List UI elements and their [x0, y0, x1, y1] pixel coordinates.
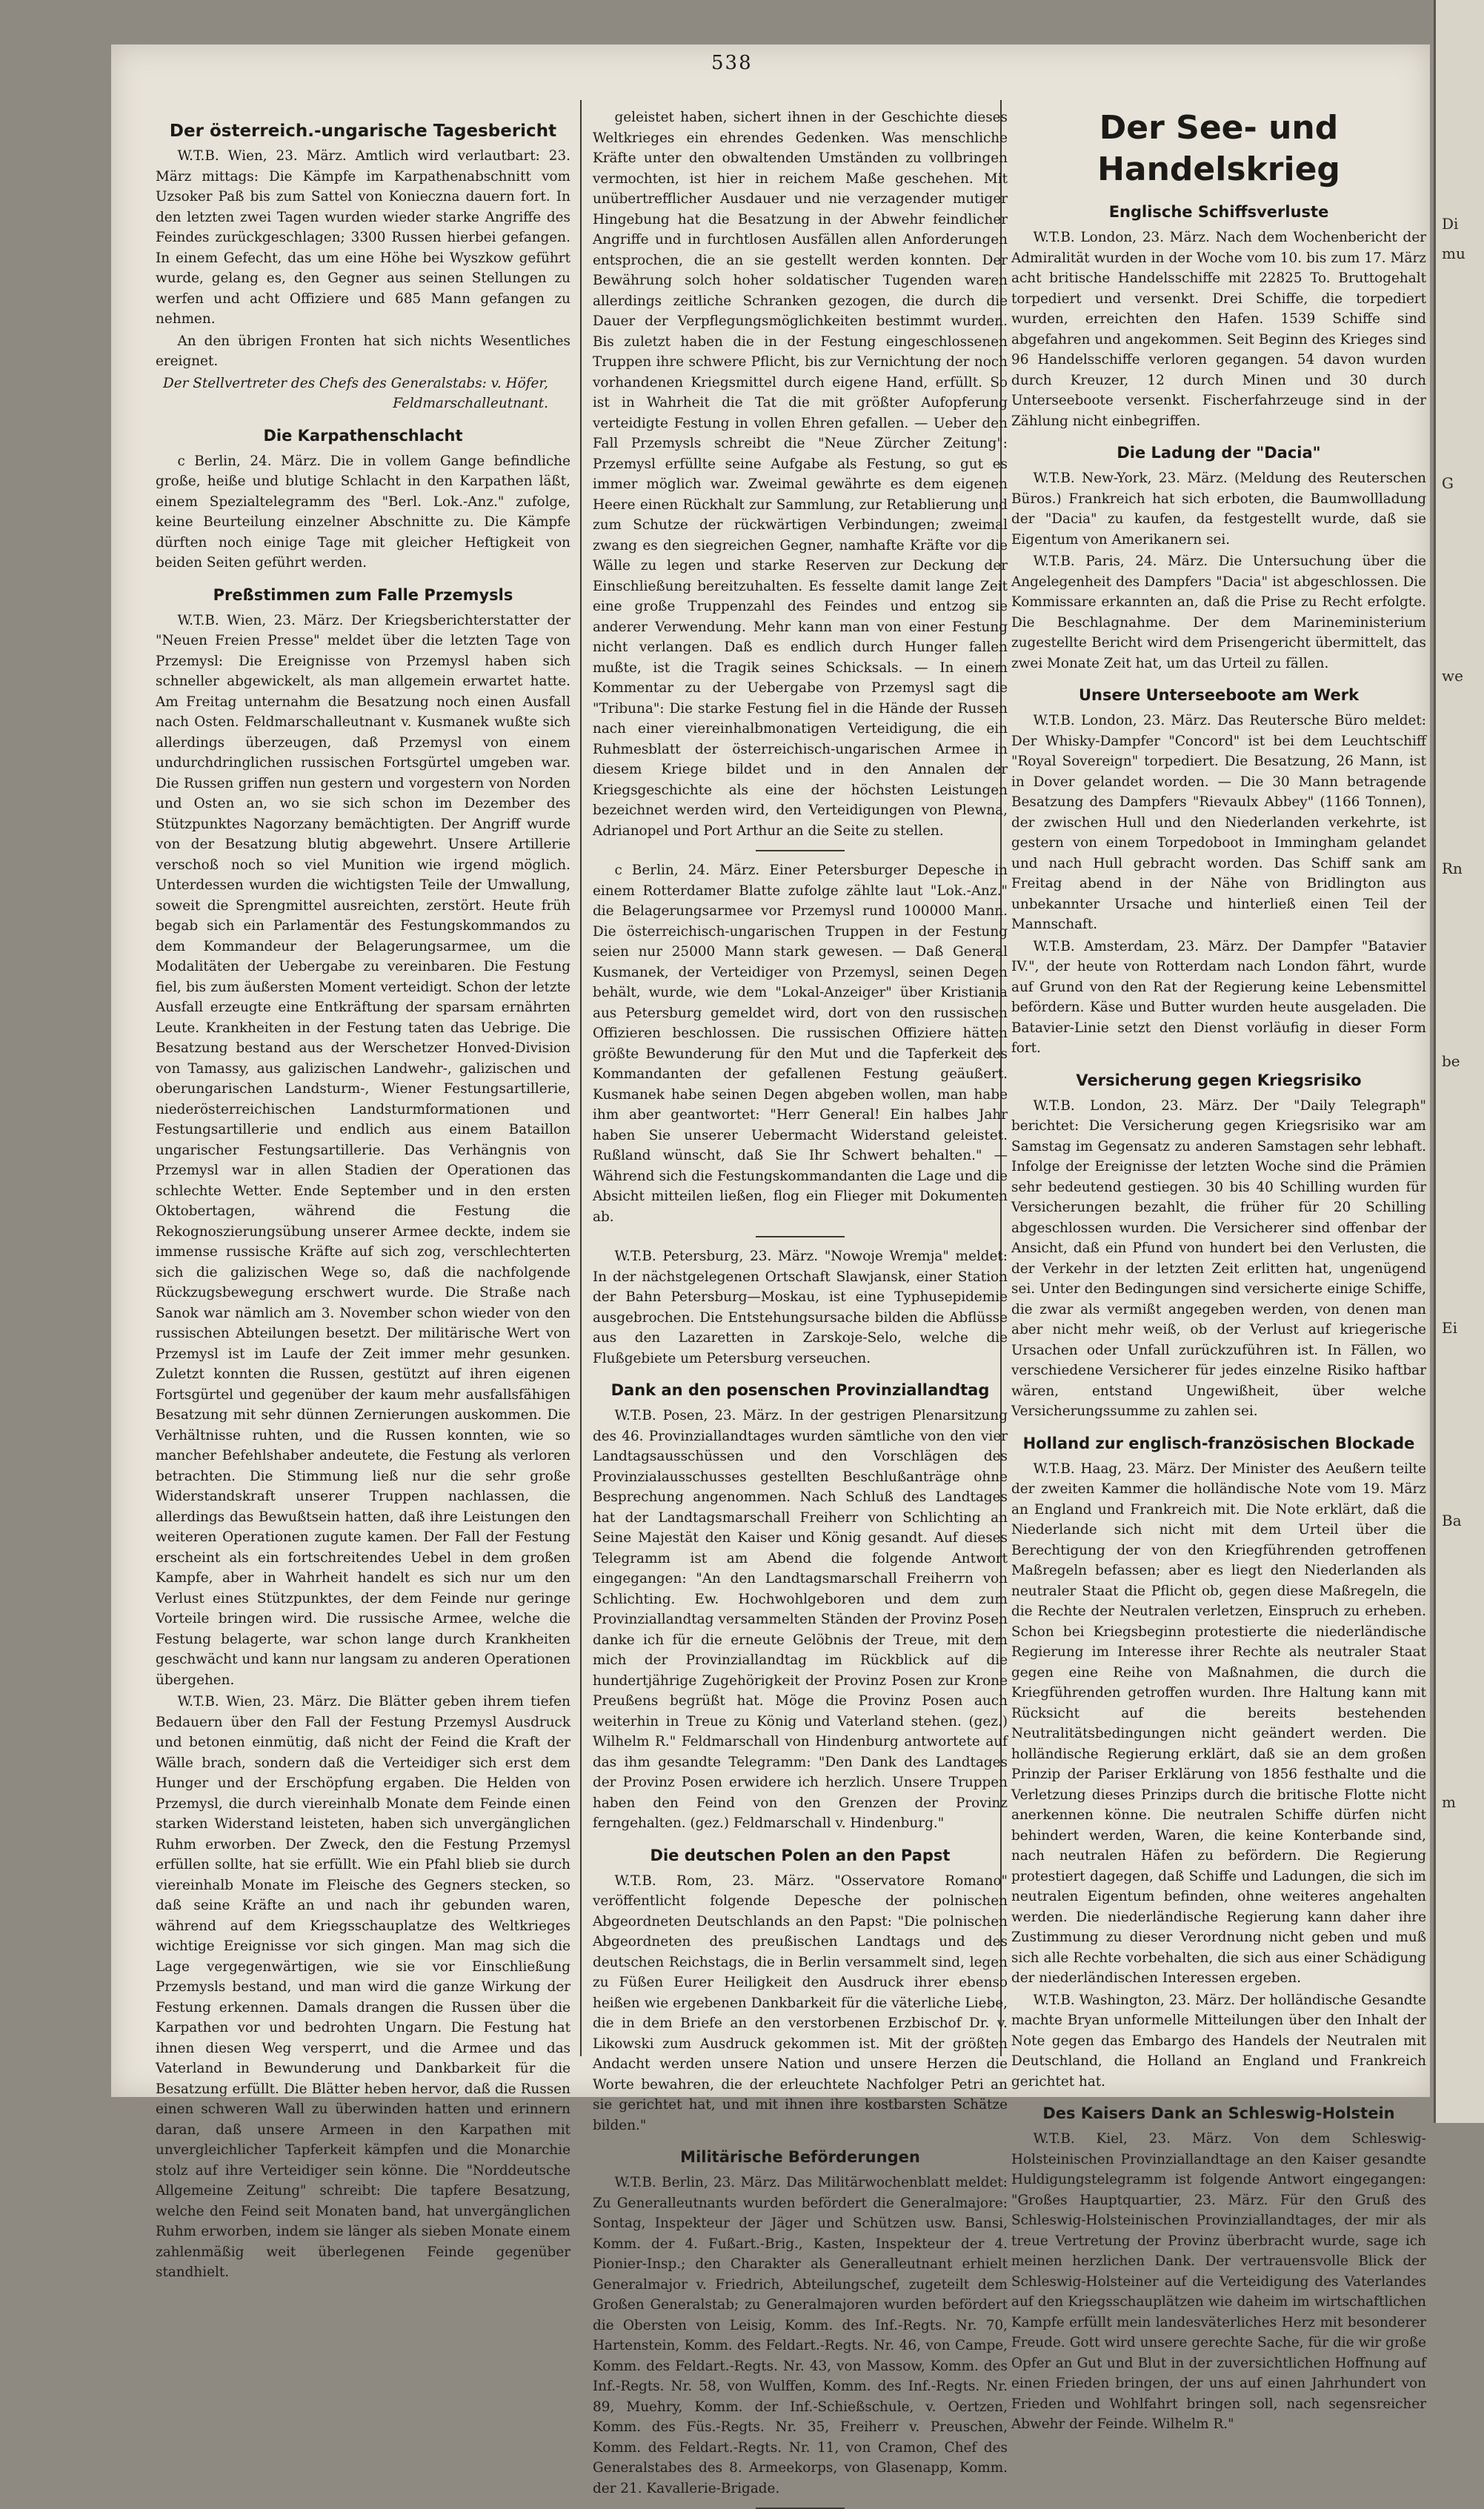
article-headline: Militärische Beförderungen	[680, 2148, 920, 2166]
article-headline: Der österreich.-ungarische Tagesbericht	[169, 122, 557, 141]
adjacent-page-edge	[1434, 0, 1484, 2123]
article-paragraph: c Berlin, 24. März. Die in vollem Gange befindliche große, heiße und blutige Schlacht in den Karpathen läßt, einem Spezialtelegramm des "Berl. Lok.-Anz." zufolge, keine Beurteilung einzelner Abschnitte zu. Die Kämpfe dürften noch einige Tage mit gleicher Heftigkeit von beiden Seiten geführt werden.	[156, 453, 570, 571]
article-paragraph: W.T.B. Berlin, 23. März. Das Militärwochenblatt meldet: Zu Generalleutnants wurden befördert die Generalmajore: Sontag, Inspekteur der Jäger und Schützen usw. Bansi, Komm. der 4. Fußart.-Brig., Kasten, Inspekteur der 4. Pionier-Insp.; den Charakter als Generalleutnant erhielt Generalmajor v. Friedrich, Abteilungschef, zugeteilt dem Großen Generalstab; zu Generalmajoren wurden befördert die Obersten von Leisig, Komm. des Inf.-Regts. Nr. 70, Hartenstein, Komm. des Feldart.-Regts. Nr. 46, von Campe, Komm. des Feldart.-Regts. Nr. 43, von Massow, Komm. des Inf.-Regts. Nr. 58, von Wulffen, Komm. des Inf.-Regts. Nr. 89, Muehry, Komm. der Inf.-Schießschule, v. Oertzen, Komm. des Füs.-Regts. Nr. 35, Freiherr v. Preuschen, Komm. des Feldart.-Regts. Nr. 11, von Cramon, Chef des Generalstabes des 8. Armeekorps, von Glasenapp, Komm. der 21. Kavallerie-Brigade.	[593, 2175, 1008, 2496]
article-paragraph: W.T.B. Amsterdam, 23. März. Der Dampfer "Batavier IV.", der heute von Rotterdam nach London fährt, wurde auf Grund von den Rat der Regierung keine Lebensmittel befördern. Käse und Butter wurden heute ausgeladen. Die Batavier-Linie setzt den Dienst vorläufig in dieser Form fort.	[1011, 938, 1426, 1056]
article-headline: Unsere Unterseeboote am Werk	[1078, 686, 1360, 704]
article-headline: Die deutschen Polen an den Papst	[650, 1846, 951, 1864]
article-headline: Holland zur englisch-französischen Blockade	[1022, 1434, 1415, 1452]
article-paragraph: W.T.B. London, 23. März. Das Reutersche Büro meldet: Der Whisky-Dampfer "Concord" ist bei dem Leuchtschiff "Royal Sovereign" torpediert. Die Besatzung, 26 Mann, ist in Dover gelandet worden. — Die 30 Mann betragende Besatzung des Dampfers "Rievaulx Abbey" (1166 Tonnen), der zwischen Hull und den Niederlanden verkehrte, ist gestern von einem Torpedoboot in Immingham gelandet und nach Hull gebracht worden. Das Schiff sank am Freitag abend in der Nähe von Bridlington aus unbekannter Ursache und hinterließ einen Teil der Mannschaft.	[1011, 713, 1426, 932]
article-separator	[756, 850, 845, 851]
article-paragraph: W.T.B. London, 23. März. Der "Daily Telegraph" berichtet: Die Versicherung gegen Kriegsrisiko war am Samstag im Gegensatz zu anderen Samstagen sehr lebhaft. Infolge der Ereignisse der letzten Woche sind die Prämien sehr bedeutend gestiegen. 30 bis 40 Schilling wurden für Versicherungen bezahlt, die früher für 20 Schilling abgeschlossen wurden. Die Versicherer sind offenbar der Ansicht, daß ein Pfund von hundert bei den Verlusten, die der Verkehr in der letzten Zeit erlitten hat, ungenügend sei. Unter den Bedingungen sind versicherte einige Schiffe, die zwar als vermißt angegeben werden, von denen man aber nicht mehr weiß, ob der Verlust auf kriegerische Ursachen oder Unfall zurückzuführen ist. In Fällen, wo verschiedene Versicherer für jedes einzelne Risiko haftbar wären, entstand Ungewißheit, über welche Versicherungssumme zu zahlen sei.	[1011, 1097, 1426, 1419]
article-paragraph: An den übrigen Fronten hat sich nichts Wesentliches ereignet.	[156, 333, 570, 369]
article-paragraph: W.T.B. Kiel, 23. März. Von dem Schleswig-Holsteinischen Provinziallandtage an den Kaiser gesandte Huldigungstelegramm ist folgende Antwort eingegangen: "Großes Hauptquartier, 23. März. Für den Gruß des Schleswig-Holsteinischen Provinziallandtages, der mir als treue Vertretung der Provinz überbracht wurde, sage ich meinen herzlichen Dank. Der vertrauensvolle Blick der Schleswig-Holsteiner auf die Verteidigung des Vaterlandes auf den Kriegsschauplätzen wie daheim im wirtschaftlichen Kampfe erfüllt mein landesväterliches Herz mit besonderer Freude. Gott wird unsere gerechte Sache, für die wir große Opfer an Gut und Blut in der zuversichtlichen Hoffnung auf einen Frieden bringen, der uns auf einen Jahrhundert von Frieden und Wohlfahrt bringen soll, nach segensreicher Abwehr der Feinde. Wilhelm R."	[1011, 2131, 1426, 2432]
margin-fragment: be	[1442, 1052, 1460, 1070]
article-headline: Die Ladung der "Dacia"	[1117, 444, 1321, 462]
margin-fragment: we	[1442, 667, 1463, 685]
signature: Der Stellvertreter des Chefs des Generalstabs: v. Höfer, Feldmarschalleutnant.	[162, 375, 548, 411]
column-middle	[593, 107, 1008, 2496]
margin-fragment: Di	[1442, 215, 1459, 233]
article-headline: Versicherung gegen Kriegsrisiko	[1076, 1071, 1362, 1089]
article-paragraph: W.T.B. Haag, 23. März. Der Minister des Aeußern teilte der zweiten Kammer die holländische Note vom 19. März an England und Frankreich mit. Die Note erklärt, daß die Niederlande sich nicht mit dem Urteil über die Berechtigung der von den Kriegführenden getroffenen Maßregeln befassen; aber es liegt den Niederlanden als neutraler Staat die Pflicht ob, gegen diese Maßregeln, die die Rechte der Neutralen verletzen, Einspruch zu erheben. Schon bei Kriegsbeginn protestierte die niederländische Regierung im Interesse ihrer Rechte als neutraler Staat gegen eine Reihe von Maßnahmen, die durch die Kriegführenden getroffen wurden. Ihre Haltung kann mit Rücksicht auf die bereits bestehenden Neutralitätsbedingungen nicht geändert werden. Die holländische Regierung erklärt, daß sie an dem großen Prinzip der Pariser Erklärung von 1856 festhalte und die Verletzung dieses Prinzips durch die britische Flotte nicht anerkennen könne. Die neutralen Schiffe dürfen nicht behindert werden, Waren, die keine Konterbande sind, nach neutralen Häfen zu befördern. Die Regierung protestiert dagegen, daß Schiffe und Ladungen, die sich im neutralen Eigentum befinden, ohne weiteres angehalten werden. Die niederländische Regierung kann daher ihre Zustimmung zu dieser Verordnung nicht geben und muß sich alle Rechte vorbehalten, die sich aus einer Schädigung der niederländischen Interessen ergeben.	[1011, 1460, 1426, 1986]
article-paragraph: W.T.B. Rom, 23. März. "Osservatore Romano" veröffentlicht folgende Depesche der polnischen Abgeordneten Deutschlands an den Papst: "Die polnischen Abgeordneten des preußischen Landtags und des deutschen Reichstags, die in Berlin versammelt sind, legen zu Füßen Eurer Heiligkeit den Ausdruck ihrer ebenso heißen wie ergebenen Dankbarkeit für die väterliche Liebe, die in dem Briefe an den verstorbenen Erzbischof Dr. v. Likowski zum Ausdruck gekommen ist. Mit der größten Andacht werden unsere Nation und unsere Herzen die Worte bewahren, die der erleuchtete Nachfolger Petri an sie gerichtet hat, und mit ihnen ihre kostbarsten Schätze bilden."	[593, 1872, 1008, 2133]
article-paragraph: geleistet haben, sichert ihnen in der Geschichte dieses Weltkrieges ein ehrendes Gedenken. Was menschliche Kräfte unter den obwaltenden Umständen zu vollbringen vermochten, ist hier in reichem Maße geschehen. Mit unübertrefflicher Ausdauer und nie verzagender mutiger Hingebung hat die Besatzung in der Abwehr feindlicher Angriffe und in furchtlosen Ausfällen allen Anforderungen entsprochen, die an sie gestellt werden konnten. Der Bewährung solch hoher soldatischer Tugenden waren allerdings zeitliche Schranken gezogen, die durch die Dauer der Verpflegungsmöglichkeiten bestimmt wurden. Bis zuletzt haben die in der Festung eingeschlossenen Truppen ihre schwere Pflicht, bis zur Vernichtung der noch vorhandenen Kriegsmittel durch eigene Hand, erfüllt. So ist in Wahrheit die Tat die mit größter Aufopferung verteidigte Festung in vollen Ehren gefallen. — Ueber den Fall Przemysls schreibt die "Neue Zürcher Zeitung": Przemysl erfüllte seine Aufgabe als Festung, so gut es immer möglich war. Zweimal gewährte es dem eigenen Heere einen Rückhalt zur Sammlung, zur Retablierung und zum Schutze der rückwärtigen Verbindungen; zweimal zwang es den siegreichen Gegner, namhafte Kräfte vor die Wälle zu legen und starke Reserven zur Deckung der Einschließung bereitzuhalten. Es fesselte damit lange Zeit eine große Truppenzahl des Feindes und entzog sie anderer Verwendung. Mehr kann man von einer Festung nicht verlangen. Daß es endlich durch Hunger fallen mußte, ist die Tragik seines Schicksals. — In einem Kommentar zu der Uebergabe von Przemysl sagt die "Tribuna": Die starke Festung fiel in die Hände der Russen nach einer viereinhalbmonatigen Verteidigung, die ein Ruhmesblatt der österreichisch-ungarischen Armee in diesem Kriege bildet und in den Annalen der Kriegsgeschichte als eine der höchsten Leistungen bezeichnet werden wird, den Verteidigungen von Plewna, Adrianopel und Port Arthur an die Seite zu stellen.	[593, 110, 1008, 839]
article-headline: Des Kaisers Dank an Schleswig-Holstein	[1042, 2104, 1395, 2122]
article-paragraph: W.T.B. Wien, 23. März. Die Blätter geben ihrem tiefen Bedauern über den Fall der Festung Przemysl Ausdruck und betonen einmütig, daß nicht der Feind die Kraft der Wälle brach, sondern daß die Verteidiger sich erst dem Hunger und der Erschöpfung ergaben. Die Helden von Przemysl, die durch viereinhalb Monate dem Feinde einen starken Widerstand leisteten, haben sich unvergänglichen Ruhm erworben. Der Zweck, den die Festung Przemysl erfüllen sollte, hat sie erfüllt. Wie ein Pfahl blieb sie durch viereinhalb Monate im Fleische des Gegners stecken, so daß seine Kräfte an und nach ihr gebunden waren, während auf dem Kriegsschauplatze des Weltkrieges wichtige Ereignisse vor sich gingen. Man mag sich die Lage vergegenwärtigen, wie sie vor Einschließung Przemysls bestand, und man wird die ganze Wirkung der Festung erkennen. Damals drangen die Russen über die Karpathen vor und bedrohten Ungarn. Die Festung hat ihnen diesen Weg versperrt, und die Armee und das Vaterland in Bewunderung und Dankbarkeit für die Besatzung erfüllt. Die Blätter heben hervor, daß die Russen einen schweren Wall zu überwinden hatten und erinnern daran, daß unsere Armeen in den Karpathen mit unvergleichlicher Tapferkeit kämpfen und die Monarchie stolz auf ihre Verteidiger sein könne. Die "Norddeutsche Allgemeine Zeitung" schreibt: Die tapfere Besatzung, welche den Feind seit Monaten band, hat unvergänglichen Ruhm erworben, indem sie länger als sieben Monate einem zahlenmäßig weit überlegenen Feinde gegenüber standhielt.	[156, 1694, 570, 2280]
article-paragraph: W.T.B. London, 23. März. Nach dem Wochenbericht der Admiralität wurden in der Woche vom 10. bis zum 17. März acht britische Handelsschiffe mit 22825 To. Bruttogehalt torpediert und versenkt. Drei Schiffe, die torpediert wurden, erreichten den Hafen. 1539 Schiffe sind abgefahren und angekommen. Seit Beginn des Krieges sind 96 Handelsschiffe verloren gegangen. 54 davon wurden durch Kreuzer, 12 durch Minen und 30 durch Unterseeboote versenkt. Fischerfahrzeuge sind in der Zählung nicht einbegriffen.	[1011, 230, 1426, 429]
section-headline: Der See- und Handelskrieg	[1097, 109, 1340, 188]
article-paragraph: W.T.B. Washington, 23. März. Der holländische Gesandte machte Bryan unformelle Mitteilungen über den Inhalt der Note gegen das Embargo des Handels der Neutralen mit Deutschland, die Holland an England und Frankreich gerichtet hat.	[1011, 1992, 1426, 2090]
article-paragraph: W.T.B. New-York, 23. März. (Meldung des Reuterschen Büros.) Frankreich hat sich erboten, die Baumwollladung der "Dacia" zu kaufen, da festgestellt wurde, daß sie Eigentum von Amerikanern sei.	[1011, 471, 1426, 548]
page-number: 538	[711, 52, 753, 74]
margin-fragment: G	[1442, 474, 1454, 492]
article-paragraph: c Berlin, 24. März. Einer Petersburger Depesche in einem Rotterdamer Blatte zufolge zählte laut "Lok.-Anz." die Belagerungsarmee vor Przemysl rund 100000 Mann. Die österreichisch-ungarischen Truppen in der Festung seien nur 25000 Mann stark gewesen. — Daß General Kusmanek, der Verteidiger von Przemysl, seinen Degen behält, wurde, wie dem "Lokal-Anzeiger" über Kristiania aus Petersburg gemeldet wird, dort von den russischen Offizieren beschlossen. Die russischen Offiziere hätten größte Bewunderung für den Mut und die Tapferkeit des Kommandanten der gefallenen Festung geäußert. Kusmanek habe seinen Degen abgeben wollen, man habe ihm aber geantwortet: "Herr General! Ein halbes Jahr haben Sie unserer Uebermacht Widerstand geleistet. Rußland wünscht, daß Sie Ihr Schwert behalten." — Während sich die Festungskommandanten die Lage und die Absicht mitteilen ließen, flog ein Flieger mit Dokumenten ab.	[593, 863, 1008, 1225]
article-paragraph: W.T.B. Wien, 23. März. Amtlich wird verlautbart: 23. März mittags: Die Kämpfe im Karpathenabschnitt vom Uzsoker Paß bis zum Sattel von Konieczna dauern fort. In den letzten zwei Tagen wurden wieder starke Angriffe des Feindes zurückgeschlagen; 3300 Russen hierbei gefangen. In einem Gefecht, das um eine Höhe bei Wyszkow geführt wurde, gelang es, den Gegner aus seinen Stellungen zu werfen und acht Offiziere und 685 Mann gefangen zu nehmen.	[156, 148, 570, 327]
article-headline: Die Karpathenschlacht	[263, 426, 463, 445]
margin-fragment: m	[1442, 1793, 1456, 1811]
margin-fragment: Rn	[1442, 860, 1463, 877]
article-paragraph: W.T.B. Petersburg, 23. März. "Nowoje Wremja" meldet: In der nächstgelegenen Ortschaft Slawjansk, einer Station der Bahn Petersburg—Moskau, ist eine Typhusepidemie ausgebrochen. Die Entstehungsursache bilden die Abflüsse aus den Lazaretten in Zarskoje-Selo, welche die Flußgebiete um Petersburg verseuchen.	[593, 1249, 1008, 1366]
margin-fragment: Ei	[1442, 1319, 1457, 1337]
margin-fragment: Ba	[1442, 1512, 1462, 1529]
column-left	[156, 107, 570, 2280]
article-headline: Dank an den posenschen Provinziallandtag	[610, 1381, 990, 1399]
article-paragraph: W.T.B. Wien, 23. März. Der Kriegsberichterstatter der "Neuen Freien Presse" meldet über die letzten Tage von Przemysl: Die Ereignisse von Przemysl haben sich schneller abgewickelt, als man allgemein erwartet hatte. Am Freitag unternahm die Besatzung noch einen Ausfall nach Osten. Feldmarschalleutnant v. Kusmanek wußte sich allerdings überzeugen, daß Przemysl von einem undurchdringlichen russischen Fortsgürtel umgeben war. Die Russen griffen nun gestern und vorgestern von Norden und Osten an, wo sie sich schon im Dezember des Stützpunktes Nagorzany bemächtigten. Der Angriff wurde von der Besatzung blutig abgewehrt. Unsere Artillerie verschoß noch so viel Munition wie irgend möglich. Unterdessen wurden die wichtigsten Teile der Umwallung, soweit die Sprengmittel ausreichten, zerstört. Heute früh begab sich ein Parlamentär des Festungskommandos zu dem Kommandeur der Belagerungsarmee, um die Modalitäten der Uebergabe zu vereinbaren. Die Festung fiel, bis zum äußersten Moment verteidigt. Schon der letzte Ausfall erzeugte eine Entkräftung der sparsam ernährten Leute. Krankheiten in der Festung taten das Uebrige. Die Besatzung bestand aus der Werschetzer Honved-Division von Tamassy, aus galizischen Landwehr-, galizischen und oberungarischen Landsturm-, Wiener Festungsartillerie, niederösterreichischen Landsturmformationen und Festungsartillerie und endlich aus einem Bataillon ungarischer Festungsartillerie. Das Verhängnis von Przemysl war in allen Stadien der Operationen das schlechte Wetter. Ende September und in den ersten Oktobertagen, während die Festung die Rekognoszierungsübung unserer Armee deckte, indem sie immense russische Kräfte auf sich zog, verschlechterten sich die galizischen Wege so, daß die nachfolgende Rückzugsbewegung erschwert wurde. Die Straße nach Sanok war nämlich am 3. November schon wieder von den russischen Abteilungen besetzt. Der militärische Wert von Przemysl ist im Laufe der Zeit immer mehr gesunken. Zuletzt konnten die Russen, gestützt auf ihren eigenen Fortsgürtel und gegenüber der kaum mehr ausfallsfähigen Besatzung mit sehr dünnen Zernierungen auskommen. Die Verhältnisse ruhten, und die Russen konnten, wie so mancher Befehlshaber andeutete, die Festung als verloren betrachten. Die Stimmung ließ nur die sehr große Widerstandskraft unserer Truppen nachlassen, die allerdings das Bewußtsein hatten, daß ihre Leistungen den weiteren Operationen zugute kamen. Der Fall der Festung erscheint als ein fortschreitendes Uebel in dem großen Kampfe, aber in Wahrheit handelt es sich nur um den Verlust eines Stützpunktes, der dem Feinde nur geringe Vorteile bringen wird. Die russische Armee, welche die Festung belagerte, war schon lange durch Krankheiten geschwächt und kann nur langsam zu anderen Operationen übergehen.	[156, 612, 570, 1688]
margin-fragment: mu	[1442, 245, 1465, 262]
column-right	[1011, 107, 1426, 2432]
article-paragraph: W.T.B. Posen, 23. März. In der gestrigen Plenarsitzung des 46. Provinziallandtages wurden sämtliche von den vier Landtagsausschüssen und den Vorschlägen des Provinzialausschusses gestellten Beschlußanträge ohne Besprechung angenommen. Nach Schluß des Landtages hat der Landtagsmarschall Freiherr von Schlichting an Seine Majestät den Kaiser und König gesandt. Auf dieses Telegramm ist am Abend die folgende Antwort eingegangen: "An den Landtagsmarschall Freiherrn von Schlichting. Ew. Hochwohlgeboren und dem zum Provinziallandtag versammelten Ständen der Provinz Posen danke ich für die erneute Gelöbnis der Treue, mit dem mich der Provinziallandtag im Rückblick auf die hundertjährige Zugehörigkeit der Provinz Posen zur Krone Preußens begrüßt hat. Möge die Provinz Posen auch weiterhin in Treue zu König und Vaterland stehen. (gez.) Wilhelm R." Feldmarschall von Hindenburg antwortete auf das ihm gesandte Telegramm: "Den Dank des Landtages der Provinz Posen erwidere ich herzlich. Unsere Truppen haben den Feind von den Grenzen der Provinz ferngehalten. (gez.) Feldmarschall v. Hindenburg."	[593, 1408, 1008, 1831]
article-separator	[756, 1236, 845, 1237]
article-headline: Englische Schiffsverluste	[1108, 203, 1329, 221]
column-divider	[580, 100, 582, 2056]
article-paragraph: W.T.B. Paris, 24. März. Die Untersuchung über die Angelegenheit des Dampfers "Dacia" ist abgeschlossen. Die Kommissare erkannten an, daß die Prise zu Recht erfolgte. Die Beschlagnahme. Der dem Marineministerium zugestellte Bericht wird dem Prisengericht übermittelt, das zwei Monate Zeit hat, um das Urteil zu fällen.	[1011, 554, 1426, 671]
article-headline: Preßstimmen zum Falle Przemysls	[213, 585, 513, 604]
